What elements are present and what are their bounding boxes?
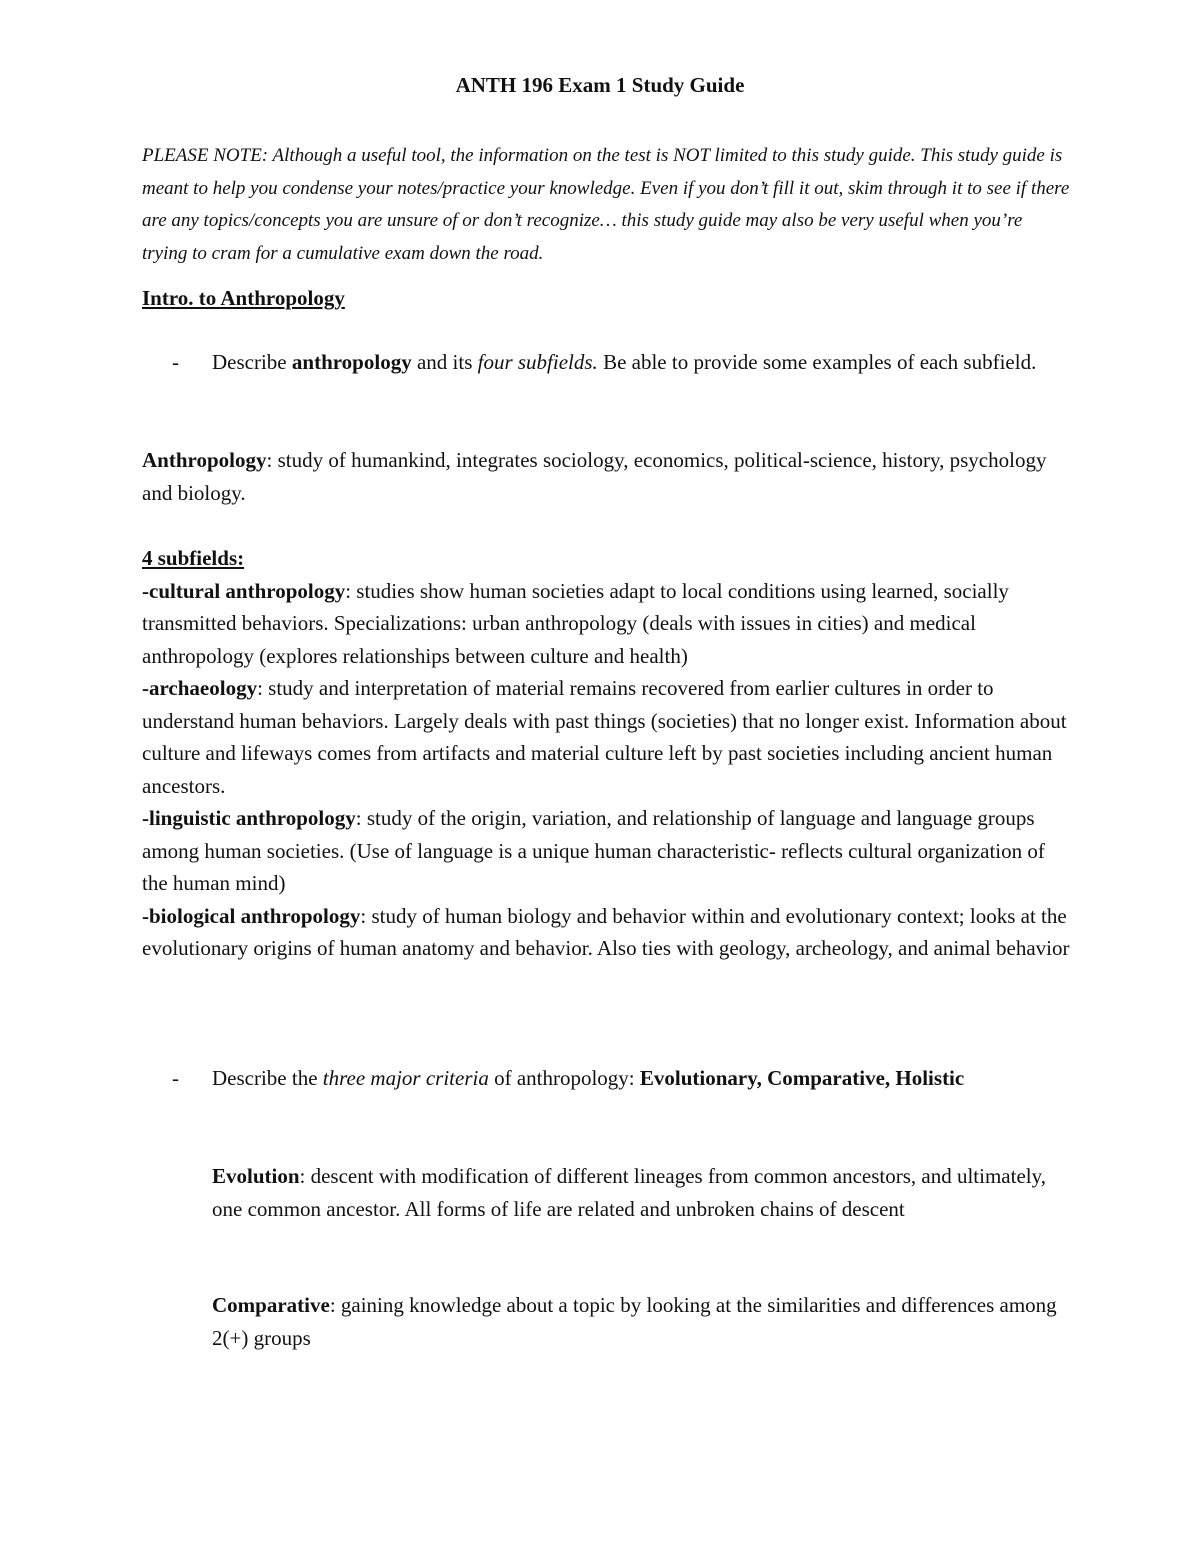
study-guide-note — [142, 140, 1072, 270]
evolution-definition — [212, 1160, 1072, 1225]
subfield-term: -linguistic anthropology — [142, 806, 356, 830]
subfield-term: -biological anthropology — [142, 903, 361, 928]
subfield-item — [142, 900, 1072, 965]
subfield-text: : study of human biology and behavior within and evolutionary context; looks at the evolutionary origins of human anatomy and behavior. Also ties with geology, archeology, and animal behavior — [142, 903, 1070, 960]
bullet-post: Be able to provide some examples of each subfield. — [597, 350, 1037, 374]
bullet-mid: and its — [411, 350, 478, 374]
subfield-text: : studies show human societies adapt to local conditions using learned, socially transmitted behaviors. Specializations: urban anthropology (deals with issues in cities) and medical anthropology (explores relationships between culture and health) — [142, 578, 1009, 668]
subfield-text: : study of the origin, variation, and relationship of language and language groups among human societies. (Use of language is a unique human characteristic- reflects cultural organization of the human mind) — [142, 806, 1045, 895]
bullet-three-criteria — [172, 1062, 1072, 1095]
bullet-describe-anthropology — [172, 346, 1072, 379]
evolution-term: Evolution — [212, 1164, 300, 1188]
bullet-text — [212, 346, 1072, 379]
definition-term: Anthropology — [142, 448, 267, 472]
bullet-dash: - — [172, 1066, 179, 1090]
bullet-text — [212, 1062, 1072, 1095]
bullet-pre: Describe — [212, 350, 292, 374]
evolution-text: : descent with modification of different lineages from common ancestors, and ultimately, one common ancestor. All forms of life are related and unbroken chains of descent — [212, 1164, 1046, 1221]
bullet-bold-term: anthropology — [291, 350, 412, 374]
bullet-mid: of anthropology: — [488, 1066, 640, 1090]
bullet-pre: Describe the — [212, 1066, 323, 1090]
subfields-heading: 4 subfields: — [142, 546, 245, 570]
subfields-section — [142, 542, 1072, 965]
subfield-item — [142, 802, 1072, 900]
subfield-item — [142, 575, 1072, 673]
definition-text: : study of humankind, integrates sociology, economics, political-science, history, psychology and biology. — [142, 448, 1047, 505]
page-title: ANTH 196 Exam 1 Study Guide — [455, 73, 745, 97]
bullet-dash: - — [172, 350, 179, 374]
comparative-definition — [212, 1289, 1072, 1354]
comparative-text: : gaining knowledge about a topic by looking at the similarities and differences among 2(+) groups — [212, 1293, 1057, 1350]
anthropology-definition — [142, 444, 1072, 509]
bullet-italic-term: four subfields. — [477, 350, 598, 374]
subfield-term: -cultural anthropology — [142, 578, 346, 603]
bullet-bold-term: Evolutionary, Comparative, Holistic — [639, 1066, 965, 1090]
subfield-text: : study and interpretation of material remains recovered from earlier cultures in order to understand human behaviors. Largely deals with past things (societies) that no longer exist. Information about culture and lifeways comes from artifacts and material culture left by past societies including ancient human ancestors. — [142, 676, 1067, 798]
comparative-term: Comparative — [212, 1293, 330, 1317]
section-heading-intro: Intro. to Anthropology — [142, 286, 345, 310]
subfield-term: -archaeology — [142, 676, 258, 700]
bullet-italic-term: three major criteria — [322, 1066, 489, 1090]
note-text: PLEASE NOTE: Although a useful tool, the information on the test is NOT limited to this study guide. This study guide is meant to help you condense your notes/practice your knowledge. Even if you don’t fill it out, skim through it to see if there are any topics/concepts you are unsure of or don’t recognize… this study guide may also be very useful when you’re trying to cram for a cumulative exam down the road. — [142, 145, 1070, 264]
subfield-item — [142, 672, 1072, 802]
